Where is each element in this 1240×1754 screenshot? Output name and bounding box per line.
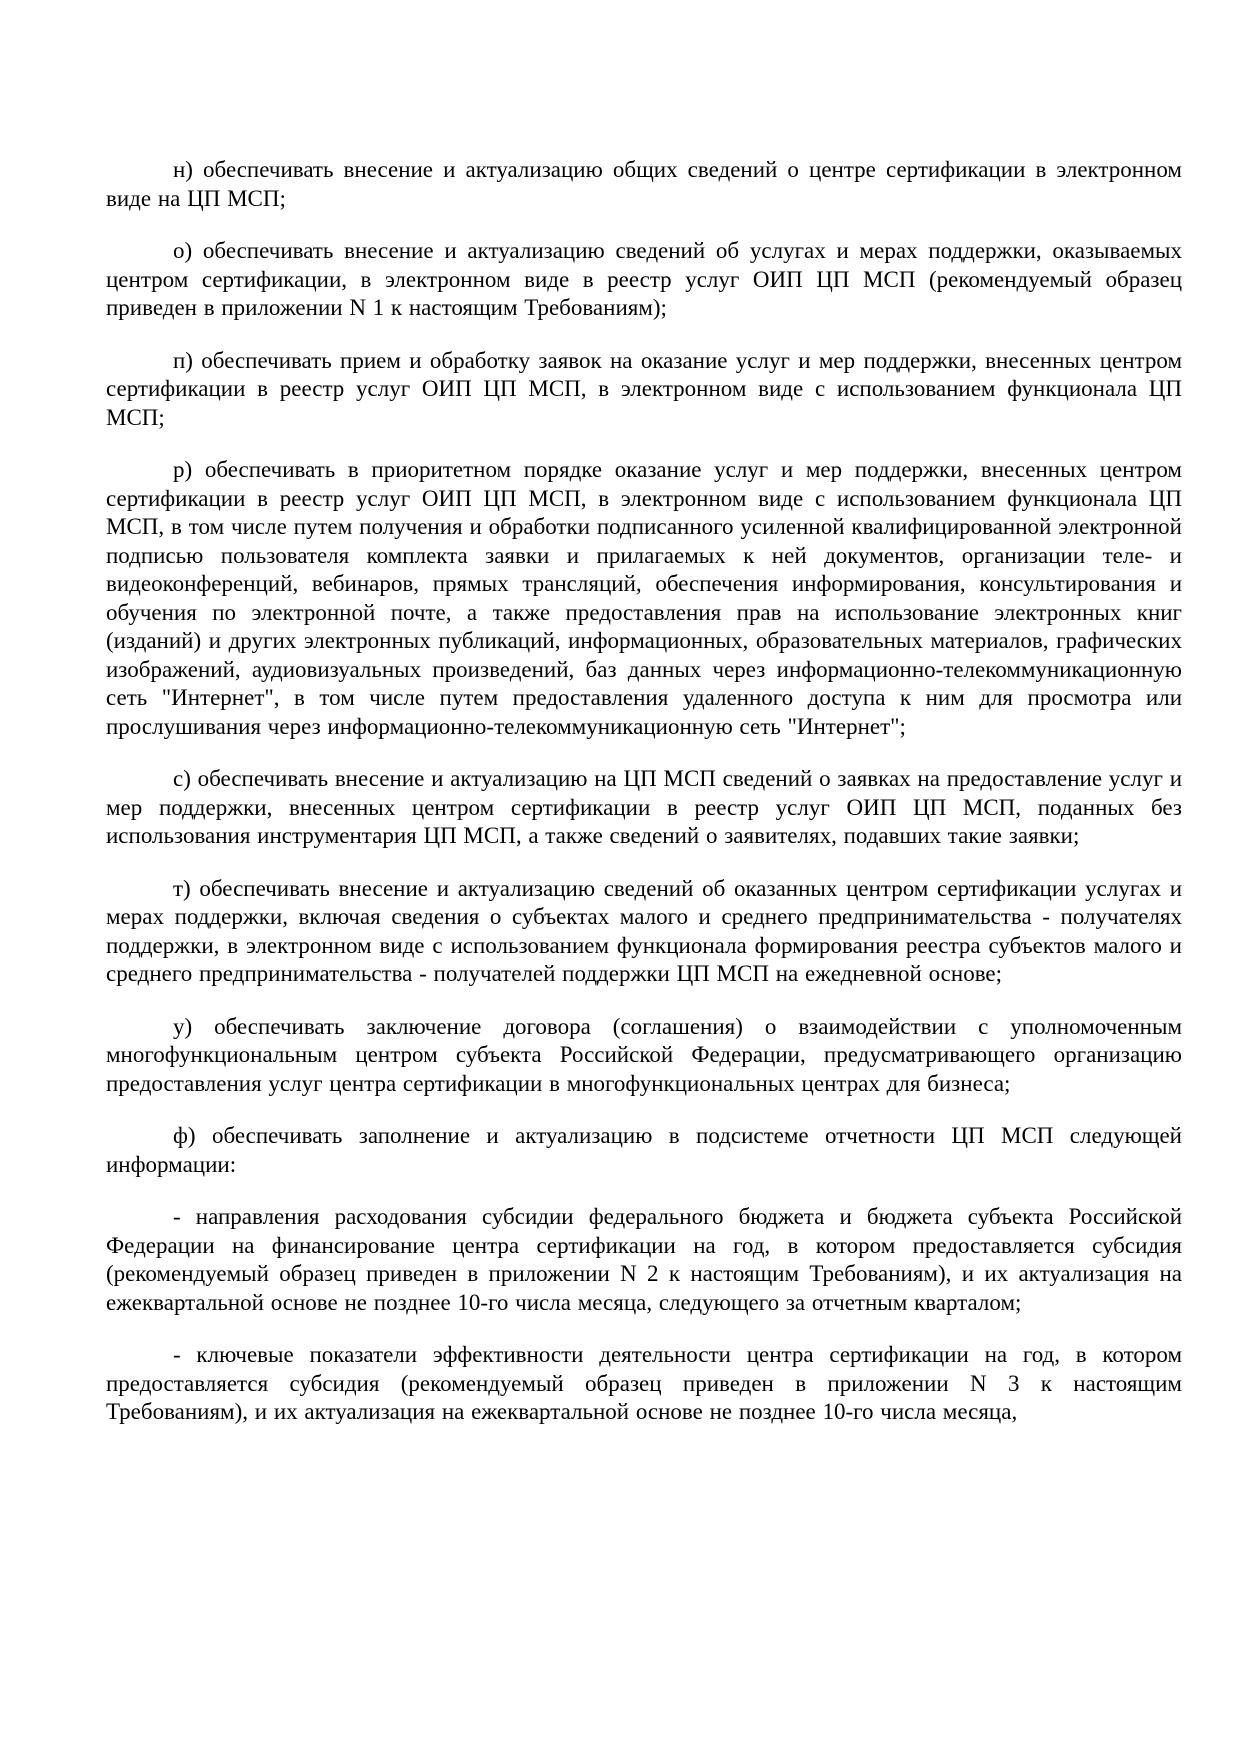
paragraph-t: т) обеспечивать внесение и актуализацию сведений об оказанных центром сертификации услугах и мерах поддержки, включая сведения о субъектах малого и среднего предпринимательства - получателях поддержки, в электронном виде с использованием функционала формирования реестра субъектов малого и среднего предпринимательства - получателей поддержки ЦП МСП на ежедневной основе; xyxy=(106,875,1182,986)
paragraph-s: с) обеспечивать внесение и актуализацию на ЦП МСП сведений о заявках на предоставление услуг и мер поддержки, внесенных центром сертификации в реестр услуг ОИП ЦП МСП, поданных без использования инструментария ЦП МСП, а также сведений о заявителях, подавших такие заявки; xyxy=(106,766,1182,848)
paragraph-f: ф) обеспечивать заполнение и актуализацию в подсистеме отчетности ЦП МСП следующей информации: xyxy=(106,1123,1182,1177)
paragraph-o: о) обеспечивать внесение и актуализацию сведений об услугах и мерах поддержки, оказываемых центром сертификации, в электронном виде в реестр услуг ОИП ЦП МСП (рекомендуемый образец приведен в приложении N 1 к настоящим Требованиям); xyxy=(106,238,1182,320)
paragraph-p: п) обеспечивать прием и обработку заявок на оказание услуг и мер поддержки, внесенных центром сертификации в реестр услуг ОИП ЦП МСП, в электронном виде с использованием функционала ЦП МСП; xyxy=(106,347,1182,430)
dash-item-1: - направления расходования субсидии федерального бюджета и бюджета субъекта Российской Федерации на финансирование центра сертификации на год, в котором предоставляется субсидия (рекомендуемый образец приведен в приложении N 2 к настоящим Требованиям), и их актуализация на ежеквартальной основе не позднее 10-го числа месяца, следующего за отчетным кварталом; xyxy=(106,1204,1182,1315)
paragraph-u: у) обеспечивать заключение договора (соглашения) о взаимодействии с уполномоченным многофункциональным центром субъекта Российской Федерации, предусматривающего организацию предоставления услуг центра сертификации в многофункциональных центрах для бизнеса; xyxy=(106,1013,1182,1096)
paragraph-n: н) обеспечивать внесение и актуализацию общих сведений о центре сертификации в электронном виде на ЦП МСП; xyxy=(106,157,1182,211)
dash-item-2: - ключевые показатели эффективности деятельности центра сертификации на год, в котором предоставляется субсидия (рекомендуемый образец приведен в приложении N 3 к настоящим Требованиям), и их актуализация на ежеквартальной основе не позднее 10-го числа месяца, xyxy=(106,1342,1182,1424)
paragraph-r: р) обеспечивать в приоритетном порядке оказание услуг и мер поддержки, внесенных центром сертификации в реестр услуг ОИП ЦП МСП, в электронном виде с использованием функционала ЦП МСП, в том числе путем получения и обработки подписанного усиленной квалифицированной электронной подписью пользователя комплекта заявки и прилагаемых к ней документов, организации теле- и видеоконференций, вебинаров, прямых трансляций, обеспечения информирования, консультирования и обучения по электронной почте, а также предоставления прав на использование электронных книг (изданий) и других электронных публикаций, информационных, образовательных материалов, графических изображений, аудиовизуальных произведений, баз данных через информационно-телекоммуникационную сеть "Интернет", в том числе путем предоставления удаленного доступа к ним для просмотра или прослушивания через информационно-телекоммуникационную сеть "Интернет"; xyxy=(106,457,1182,739)
